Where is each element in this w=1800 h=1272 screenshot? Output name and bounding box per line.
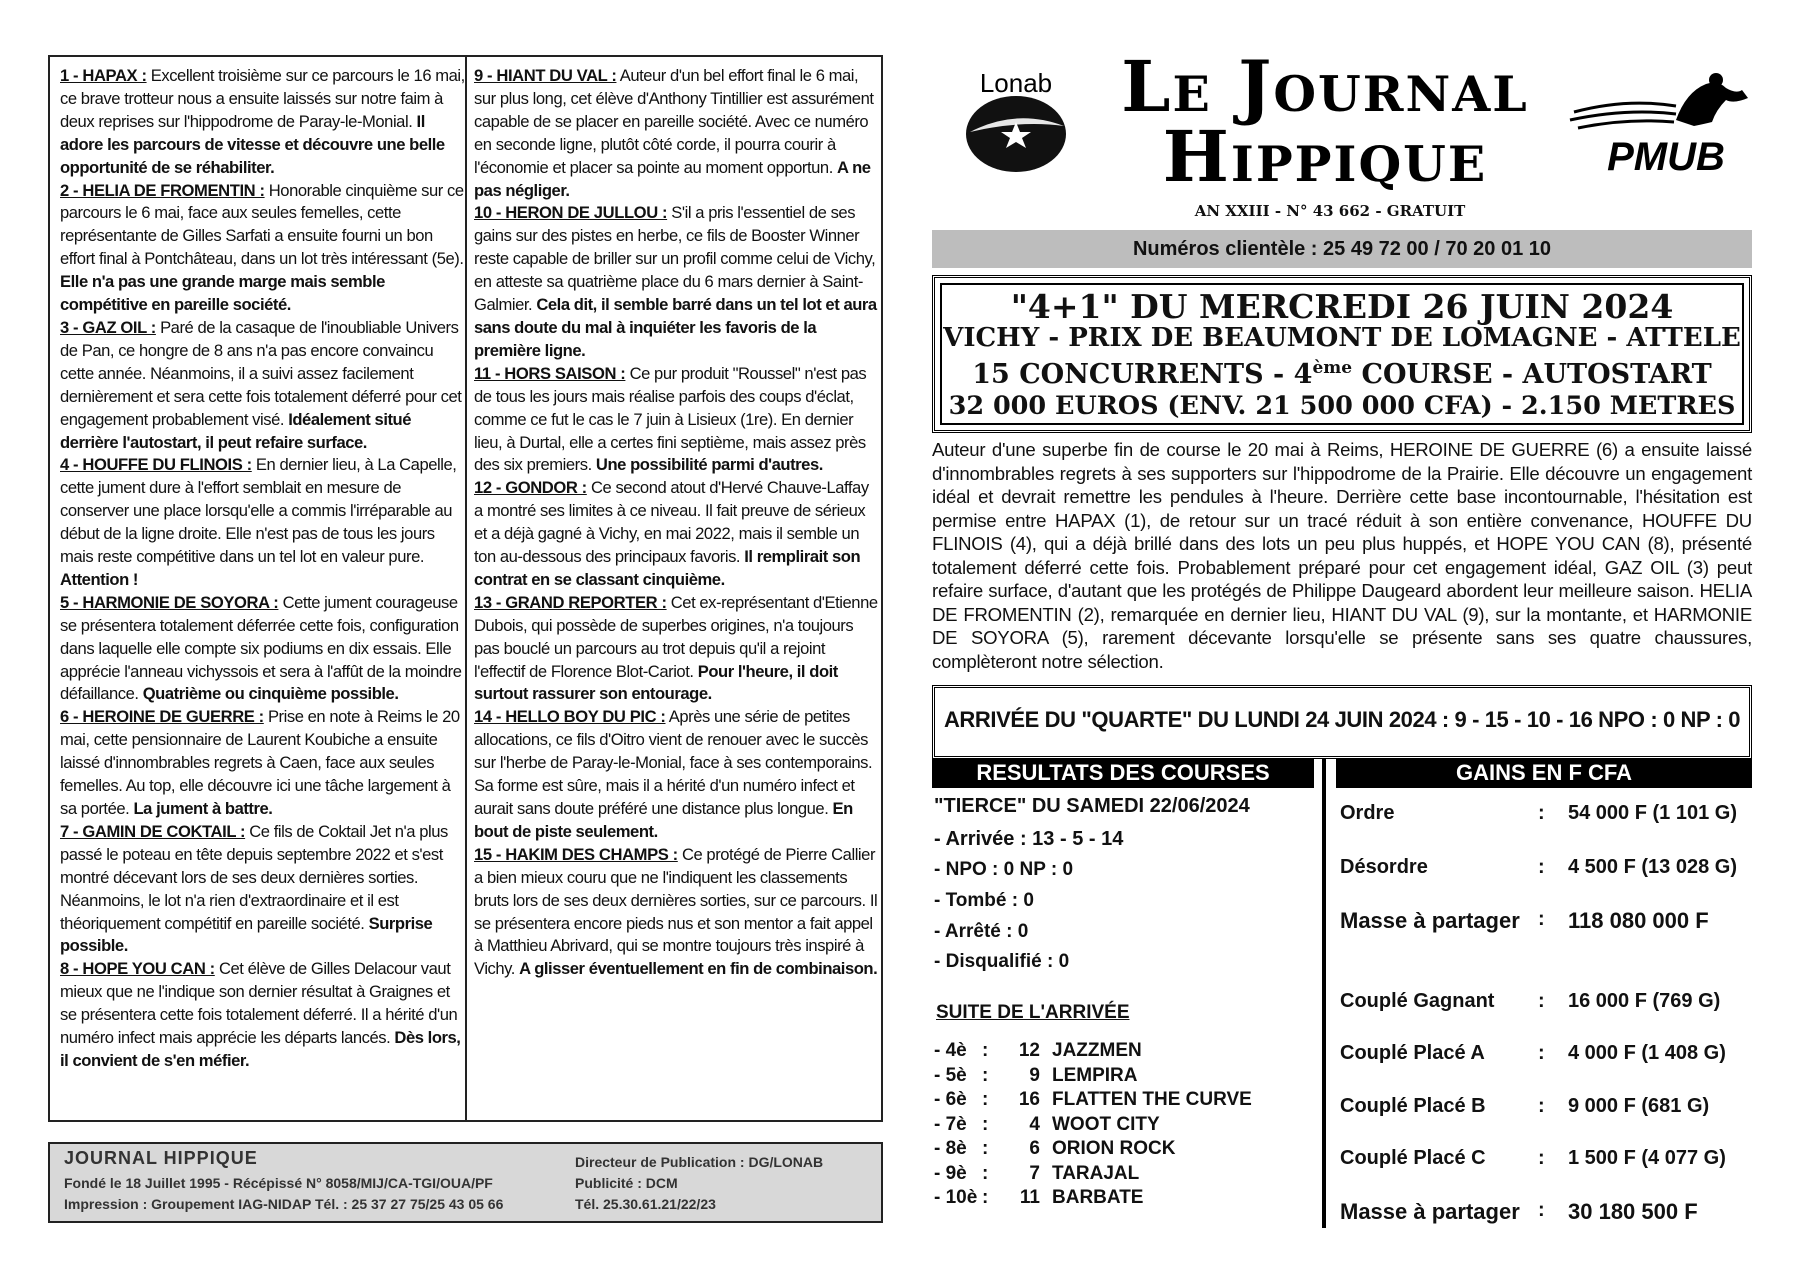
horse-verdict: Une possibilité parmi d'autres.: [595, 455, 823, 475]
gain-colon: :: [1538, 1095, 1545, 1117]
gain-value: 4 000 F (1 408 G): [1568, 1042, 1726, 1064]
pmub-logo: [1566, 70, 1756, 180]
horse-comment: Paré de la casaque de l'inoubliable Univers de Pan, ce hongre de 8 ans n'a pas encore convaincu cette année. Néanmoins, il a suivi assez facilement dernièrement et sera cette fois totalement déferré pour cet engagement probablement visé.: [60, 317, 462, 429]
gain-row: [1340, 908, 1752, 938]
suite-horse-name: WOOT CITY: [1052, 1113, 1160, 1135]
horse-entry: [474, 477, 879, 592]
gain-label: Couplé Placé C: [1340, 1147, 1486, 1169]
suite-colon: :: [982, 1187, 989, 1208]
horse-verdict: Dès lors, il convient de s'en méfier.: [60, 1028, 461, 1070]
horse-name: 7 - GAMIN DE COKTAIL :: [60, 821, 246, 841]
race-line-2: VICHY - PRIX DE BEAUMONT DE LOMAGNE - ATTELE: [943, 323, 1741, 353]
gain-colon: :: [1538, 990, 1545, 1012]
horse-entry: [474, 363, 879, 478]
clientele-bar: Numéros clientèle : 25 49 72 00 / 70 20 01 10: [932, 230, 1752, 268]
horse-verdict: Pour l'heure, il doit surtout rassurer son entourage.: [474, 661, 838, 704]
results-panel: [932, 790, 1317, 1230]
horse-entry: [60, 65, 465, 180]
footer-line-1: Fondé le 18 Juillet 1995 - Récépissé N° 8058/MIJ/CA-TGI/OUA/PF: [64, 1175, 493, 1191]
horse-name: 14 - HELLO BOY DU PIC :: [474, 707, 666, 727]
horse-entry: [60, 958, 465, 1073]
horse-verdict: Il remplirait son contrat en se classant cinquième.: [474, 547, 861, 589]
horse-verdict: En bout de piste seulement.: [474, 799, 853, 841]
gain-value: 30 180 500 F: [1568, 1199, 1698, 1224]
suite-horse-name: LEMPIRA: [1052, 1064, 1138, 1086]
horse-verdict: A ne pas négliger.: [474, 157, 871, 200]
publication-footer: [48, 1142, 883, 1223]
footer-line-2: Impression : Groupement IAG-NIDAP Tél. : 25 37 27 75/25 43 05 66: [64, 1196, 504, 1212]
horse-verdict: Attention !: [60, 569, 138, 589]
horse-entry: [474, 202, 879, 362]
horse-name: 9 - HIANT DU VAL :: [474, 66, 617, 85]
gain-value: 4 500 F (13 028 G): [1568, 856, 1737, 878]
horse-comment: Honorable cinquième sur ce parcours le 6 mai, face aux seules femelles, cette représentante de Gilles Sarfati a ensuite fourni un bon effort final à Pontchâteau, dans un lot très intéressant (5e).: [60, 180, 464, 269]
horse-comment: Excellent troisième sur ce parcours le 16 mai, ce brave trotteur nous a ensuite laissés sur notre faim à deux reprises sur l'hippodrome de Paray-le-Monial.: [60, 66, 465, 131]
title-line-2: Hippique: [1162, 115, 1488, 198]
gain-row: [1340, 990, 1752, 1020]
horse-name: 10 - HERON DE JULLOU :: [474, 203, 668, 223]
lonab-logo: [960, 68, 1072, 176]
gain-label: Ordre: [1340, 802, 1395, 824]
horse-comment: Après une série de petites allocations, ce fils d'Oitro vient de renouer avec le succès sur l'herbe de Paray-le-Monial, face à ses contemporains. Sa forme est sûre, mais il a hérité d'un numéro infect et aurait sans doute préféré une distance plus longue.: [474, 707, 873, 818]
footer-director: Directeur de Publication : DG/LONAB: [575, 1154, 824, 1170]
gain-row: [1340, 1095, 1752, 1125]
suite-colon: :: [982, 1064, 989, 1086]
horse-comment: Cette jument courageuse se présentera totalement déferrée cette fois, configuration dans laquelle elle compte six podiums en dix essais. Elle apprécie l'anneau vichyssois et sera à l'affût de la moindre défaillance.: [60, 592, 462, 704]
gain-colon: :: [1538, 802, 1545, 824]
suite-list: [934, 1040, 1314, 1230]
gain-value: 16 000 F (769 G): [1568, 990, 1721, 1012]
suite-colon: :: [982, 1040, 989, 1061]
gain-label: Couplé Gagnant: [1340, 990, 1495, 1012]
journal-title: [1095, 45, 1555, 198]
horse-name: 8 - HOPE YOU CAN :: [60, 959, 215, 979]
suite-colon: :: [982, 1113, 989, 1135]
footer-publicite: Publicité : DCM: [575, 1175, 678, 1191]
horse-comment: Auteur d'un bel effort final le 6 mai, sur plus long, cet élève d'Anthony Tintillier est assurément capable de se placer en pareille société. Avec ce numéro en seconde ligne, plutôt côté corde, il pourra courir à l'économie et placer sa pointe au moment opportun.: [474, 66, 874, 177]
horse-name: 12 - GONDOR :: [474, 478, 587, 498]
horse-name: 15 - HAKIM DES CHAMPS :: [474, 844, 678, 864]
horse-entry: [60, 180, 465, 317]
race-line-3: [942, 358, 1742, 390]
tierce-disqualifie: - Disqualifié : 0: [934, 951, 1070, 972]
horse-entry: [60, 454, 465, 591]
suite-place: - 6è: [934, 1089, 967, 1110]
horse-name: 2 - HELIA DE FROMENTIN :: [60, 180, 265, 200]
tierce-npo: - NPO : 0 NP : 0: [934, 859, 1074, 880]
gain-row: [1340, 856, 1752, 886]
gains-header: GAINS EN F CFA: [1336, 758, 1752, 788]
tierce-arrete: - Arrêté : 0: [934, 921, 1029, 942]
gain-colon: :: [1538, 1042, 1545, 1064]
horse-verdict: Idéalement situé derrière l'autostart, il peut refaire surface.: [60, 409, 412, 452]
gain-colon: :: [1538, 856, 1545, 878]
horse-comment: Prise en note à Reims le 20 mai, cette pensionnaire de Laurent Koubiche a ensuite laissé d'innombrables regrets à Caen, face aux seules femelles. Au top, elle découvre ici une tâche largement à sa portée.: [60, 707, 460, 818]
horse-verdict: Il adore les parcours de vitesse et découvre une belle opportunité de se réhabiliter.: [60, 111, 445, 177]
horse-entry: [474, 844, 879, 981]
arrivee-quarte-box: [932, 685, 1752, 759]
race-summary: Auteur d'une superbe fin de course le 20 mai à Reims, HEROINE DE GUERRE (6) a ensuite laissé d'innombrables regrets à ses supporters sur l'hippodrome de la Prairie. Elle découvre un engagement idéal et devrait remettre les pendules à l'heure. Derrière cette base incontournable, l'hésitation est permise entre HAPAX (1), de retour sur un tracé réduit à son entière convenance, HOUFFE DU FLINOIS (4), qui a déjà brillé dans des lots un peu plus huppés, et HOPE YOU CAN (8), présenté totalement déferré cette fois. Probablement préparé pour cet engagement idéal, GAZ OIL (3) peut refaire surface, d'autant que les protégés de Philippe Daugeard abordent leur meilleure saison. HELIA DE FROMENTIN (2), remarquée en dernier lieu, HIANT DU VAL (9), sur la montante, et HARMONIE DE SOYORA (5), rarement décevante lorsqu'elle se présente sans ses quatre chaussures, complèteront notre sélection.: [932, 439, 1752, 672]
svg-text:Lonab: Lonab: [979, 68, 1053, 98]
race-line-1: "4+1" DU MERCREDI 26 JUIN 2024: [1010, 287, 1674, 326]
horse-comment: Cet ex-représentant d'Etienne Dubois, qui possède de superbes origines, n'a toujours pas bouclé un parcours au trot depuis qu'il a rejoint l'effectif de Florence Blot-Cariot.: [474, 592, 878, 681]
suite-number: 6: [1029, 1138, 1040, 1159]
gain-label: Masse à partager: [1340, 908, 1520, 933]
horse-name: 11 - HORS SAISON :: [474, 363, 626, 383]
suite-place: - 8è: [934, 1138, 967, 1159]
gain-value: 9 000 F (681 G): [1568, 1095, 1710, 1117]
race-line-4: 32 000 EUROS (ENV. 21 500 000 CFA) - 2.150 METRES: [948, 391, 1736, 421]
horse-entry: [60, 317, 465, 454]
horse-name: 1 - HAPAX :: [60, 66, 147, 85]
svg-text:PMUB: PMUB: [1607, 135, 1725, 179]
horse-verdict: Elle n'a pas une grande marge mais semble compétitive en pareille société.: [60, 272, 385, 315]
horse-comment: Ce fils de Coktail Jet n'a plus passé le poteau en tête depuis septembre 2022 et s'est montré décevant lors de ses deux dernières sorties. Néanmoins, le lot n'a rien d'extraordinaire et il est théoriquement compétitif en pareille société.: [60, 821, 448, 933]
gain-colon: :: [1538, 1147, 1545, 1169]
horse-verdict: A glisser éventuellement en fin de combinaison.: [519, 959, 878, 979]
horse-name: 6 - HEROINE DE GUERRE :: [60, 707, 264, 727]
horse-comment: Ce pur produit "Roussel" n'est pas de tous les jours mais réalise parfois des coups d'éclat, comme ce fut le cas le 7 juin à Lisieux (1re). En dernier lieu, à Durtal, elle a certes fini septième, mais assez près des six premiers.: [474, 363, 867, 475]
suite-place: - 4è: [934, 1040, 967, 1061]
gain-label: Couplé Placé A: [1340, 1042, 1485, 1064]
arrivee-quarte-text: ARRIVÉE DU "QUARTE" DU LUNDI 24 JUIN 2024 : 9 - 15 - 10 - 16 NPO : 0 NP : 0: [943, 707, 1741, 732]
gain-label: Désordre: [1340, 856, 1428, 878]
suite-number: 9: [1029, 1064, 1040, 1086]
race-header-box: [932, 275, 1752, 433]
results-divider: [1322, 758, 1326, 1228]
suite-number: 11: [1019, 1187, 1040, 1208]
horse-name: 4 - HOUFFE DU FLINOIS :: [60, 455, 252, 475]
gain-value: 54 000 F (1 101 G): [1568, 802, 1737, 824]
tierce-arrivee: - Arrivée : 13 - 5 - 14: [934, 828, 1124, 850]
column-divider: [465, 57, 467, 1120]
horse-name: 5 - HARMONIE DE SOYORA :: [60, 592, 279, 612]
tierce-title: "TIERCE" DU SAMEDI 22/06/2024: [934, 795, 1250, 817]
gain-row: [1340, 802, 1752, 832]
horse-comment: Ce protégé de Pierre Callier a bien mieux couru que ne l'indiquent les classements bruts lors de ses deux dernières sorties, sur ce parcours. Il se présentera encore pieds nus et son mentor a fait appel à Matthieu Abrivard, qui se montre toujours très inspiré à Vichy.: [474, 844, 878, 979]
footer-tel: Tél. 25.30.61.21/22/23: [575, 1196, 716, 1212]
gain-row: [1340, 1042, 1752, 1072]
suite-place: - 5è: [934, 1064, 967, 1086]
suite-place: - 7è: [934, 1113, 967, 1135]
footer-title: JOURNAL HIPPIQUE: [64, 1148, 258, 1168]
gain-label: Couplé Placé B: [1340, 1095, 1486, 1117]
issue-line: AN XXIII - N° 43 662 - GRATUIT: [1194, 202, 1466, 220]
horse-verdict: Surprise possible.: [60, 913, 433, 956]
suite-horse-name: BARBATE: [1052, 1187, 1144, 1208]
suite-horse-name: TARAJAL: [1052, 1162, 1140, 1184]
commentary-column-2: [474, 65, 879, 981]
horse-comment: S'il a pris l'essentiel de ses gains sur des pistes en herbe, ce fils de Booster Winner reste capable de briller sur un profil comme celui de Vichy, en atteste sa quatrième place du 6 mars dernier à Saint-Galmier.: [474, 203, 876, 315]
gain-row: [1340, 1147, 1752, 1177]
suite-colon: :: [982, 1089, 989, 1110]
horse-entry: [474, 65, 879, 202]
horse-entry: [474, 592, 879, 707]
suite-horse-name: JAZZMEN: [1052, 1040, 1142, 1061]
gains-panel: [1340, 790, 1752, 1230]
suite-title: SUITE DE L'ARRIVÉE: [936, 1002, 1130, 1023]
title-line-1: Le Journal: [1121, 45, 1529, 128]
horse-entry: [60, 821, 465, 958]
gain-colon: :: [1538, 908, 1545, 930]
gain-value: 1 500 F (4 077 G): [1568, 1147, 1726, 1169]
suite-number: 16: [1018, 1089, 1040, 1110]
horse-verdict: Quatrième ou cinquième possible.: [142, 684, 399, 704]
suite-place: - 9è: [934, 1162, 967, 1184]
suite-number: 7: [1029, 1162, 1040, 1184]
gain-row: [1340, 1199, 1752, 1229]
suite-horse-name: ORION ROCK: [1052, 1138, 1176, 1159]
commentary-column-1: [60, 65, 465, 1073]
gain-label: Masse à partager: [1340, 1199, 1520, 1224]
horse-entry: [60, 592, 465, 707]
gain-colon: :: [1538, 1199, 1545, 1221]
horse-comment: Cet élève de Gilles Delacour vaut mieux que ne l'indique son dernier résultat à Graignes et se présentera cette fois totalement déferré. Il a hérité d'un numéro infect mais apprécie les départs lancés.: [60, 959, 458, 1048]
horse-entry: [60, 706, 465, 821]
suite-colon: :: [982, 1138, 989, 1159]
horse-verdict: Cela dit, il semble barré dans un tel lot et aura sans doute du mal à inquiéter les favoris de la première ligne.: [474, 295, 877, 360]
horse-name: 3 - GAZ OIL :: [60, 317, 156, 337]
horse-verdict: La jument à battre.: [133, 799, 273, 818]
race-line-3b: COURSE - AUTOSTART: [1352, 359, 1712, 390]
horse-entry: [474, 706, 879, 843]
race-line-3a: 15 CONCURRENTS - 4: [972, 359, 1313, 390]
suite-number: 12: [1018, 1040, 1040, 1061]
suite-colon: :: [982, 1162, 989, 1184]
results-header: RESULTATS DES COURSES: [932, 758, 1314, 788]
horse-commentary-box: [48, 55, 883, 1122]
tierce-tombe: - Tombé : 0: [934, 890, 1034, 911]
suite-horse-name: FLATTEN THE CURVE: [1052, 1089, 1252, 1110]
horse-comment: En dernier lieu, à La Capelle, cette jument dure à l'effort semblait en mesure de conserver une place lorsqu'elle a commis l'irréparable au début de la ligne droite. Elle n'est pas de tous les jours mais reste compétitive dans un tel lot en valeur pure.: [60, 455, 457, 567]
suite-number: 4: [1029, 1113, 1040, 1135]
horse-name: 13 - GRAND REPORTER :: [474, 592, 667, 612]
gain-value: 118 080 000 F: [1568, 908, 1709, 933]
horse-comment: Ce second atout d'Hervé Chauve-Laffay a montré ses limites à ce niveau. Il fait preuve de sérieux et a déjà gagné à Vichy, en mai 2022, mais il semble un ton au-dessous des principaux favoris.: [474, 478, 869, 567]
race-line-3-sup: ème: [1312, 358, 1353, 378]
suite-place: - 10è: [934, 1187, 978, 1208]
